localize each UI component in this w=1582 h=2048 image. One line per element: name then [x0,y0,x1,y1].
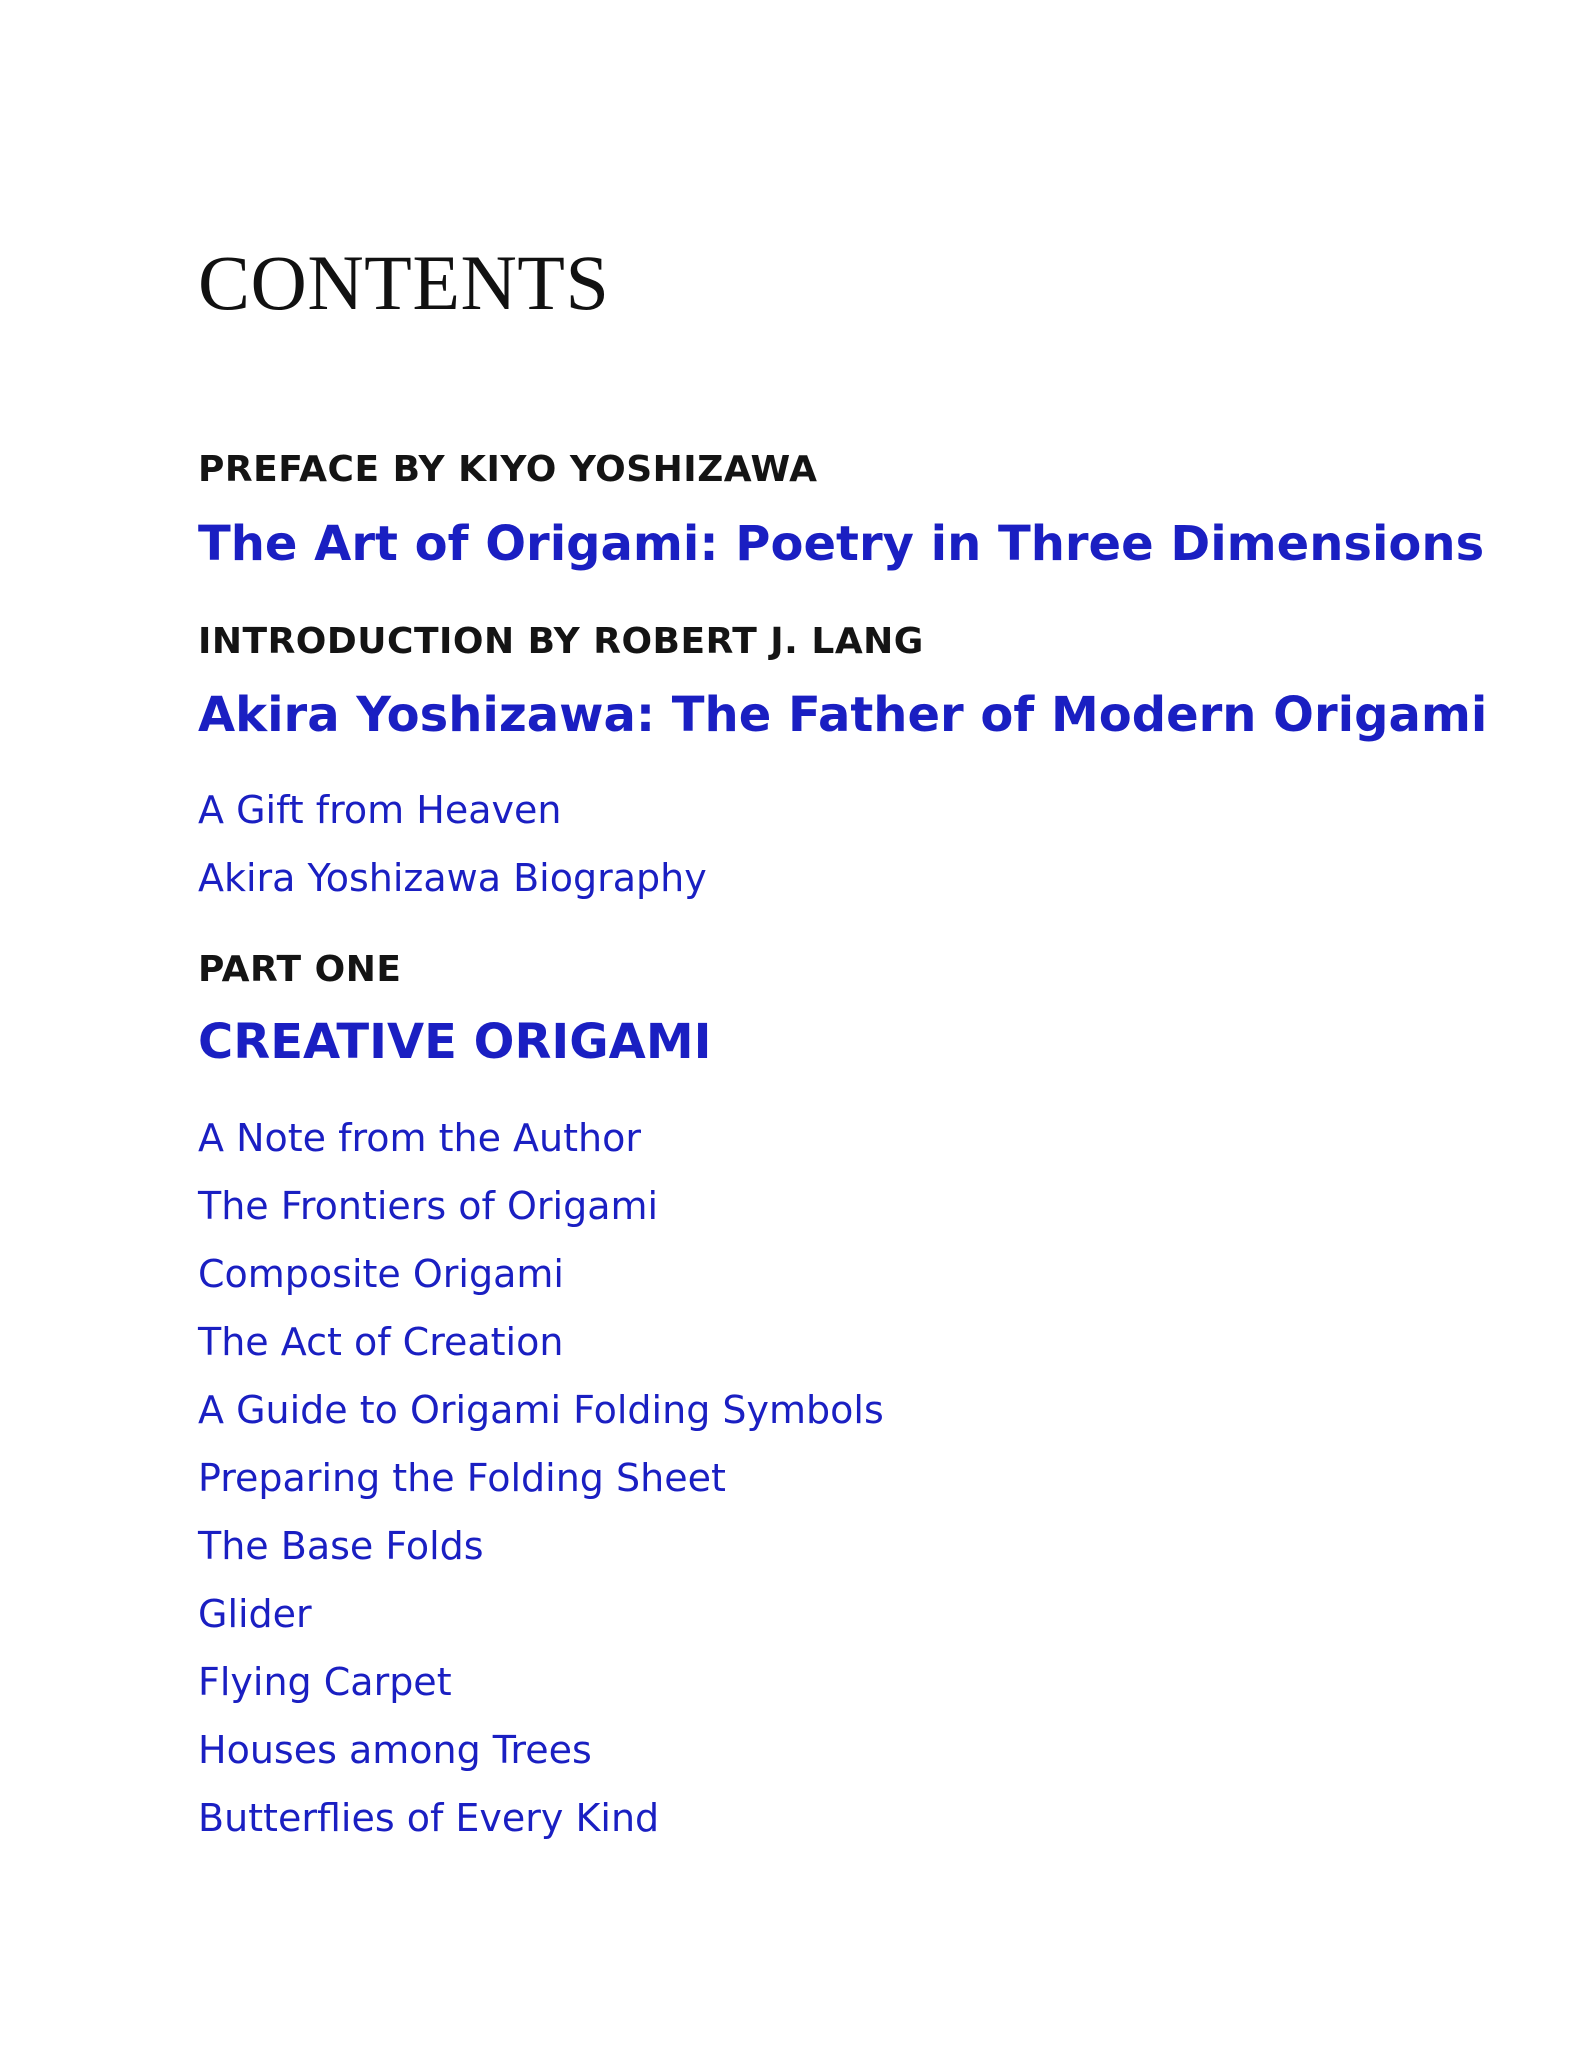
toc-entry[interactable]: Akira Yoshizawa Biography [198,856,707,900]
toc-entry[interactable]: A Note from the Author [198,1116,641,1160]
toc-entry[interactable]: The Frontiers of Origami [198,1184,659,1228]
toc-entry[interactable]: Preparing the Folding Sheet [198,1456,726,1500]
toc-entry[interactable]: Butterflies of Every Kind [198,1796,660,1840]
toc-entry-introduction-title[interactable]: Akira Yoshizawa: The Father of Modern Origami [198,687,1488,743]
page-title: CONTENTS [198,239,610,326]
toc-entry[interactable]: Glider [198,1592,312,1636]
part-one-label: PART ONE [198,949,402,990]
toc-entry[interactable]: Houses among Trees [198,1728,592,1772]
toc-entry[interactable]: The Act of Creation [198,1320,564,1364]
toc-entry-preface-title[interactable]: The Art of Origami: Poetry in Three Dimensions [198,516,1485,572]
toc-entry[interactable]: Composite Origami [198,1252,564,1296]
introduction-label: INTRODUCTION BY ROBERT J. LANG [198,621,924,662]
toc-entry[interactable]: Flying Carpet [198,1660,452,1704]
toc-entry[interactable]: A Gift from Heaven [198,788,562,832]
toc-entry[interactable]: A Guide to Origami Folding Symbols [198,1388,884,1432]
toc-entry-part-one-title[interactable]: CREATIVE ORIGAMI [198,1014,712,1070]
preface-label: PREFACE BY KIYO YOSHIZAWA [198,449,818,490]
toc-entry[interactable]: The Base Folds [198,1524,484,1568]
